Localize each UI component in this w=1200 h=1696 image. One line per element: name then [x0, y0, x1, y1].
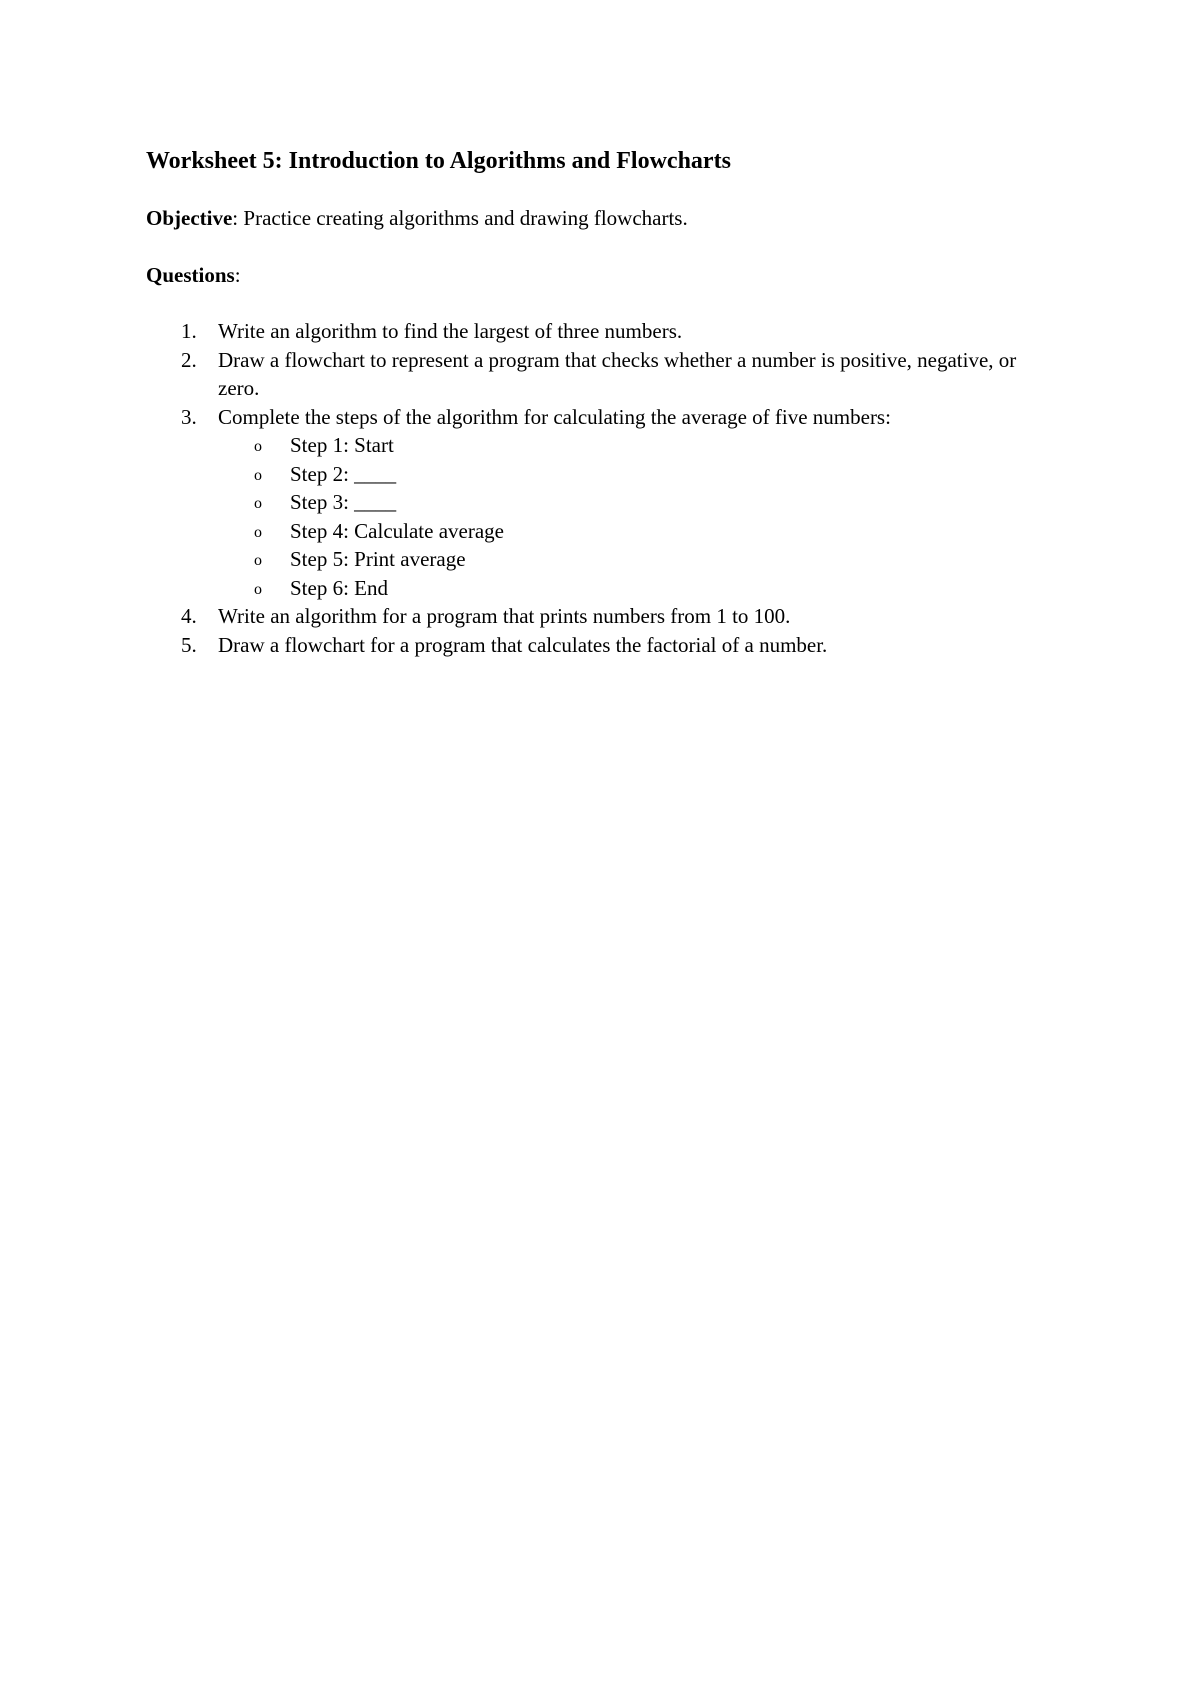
question-item-3 [146, 403, 1046, 603]
question-text: Write an algorithm for a program that prints numbers from 1 to 100. [218, 604, 791, 628]
step-item-4 [218, 517, 1046, 546]
step-item-3 [218, 488, 1046, 517]
circle-bullet-icon: o [254, 523, 262, 541]
questions-list [146, 317, 1046, 659]
algorithm-steps-list [218, 431, 1046, 602]
step-item-6 [218, 574, 1046, 603]
questions-separator: : [234, 263, 241, 287]
step-text: Step 3: ____ [290, 490, 397, 514]
step-item-5 [218, 545, 1046, 574]
question-item-5 [146, 631, 1046, 660]
question-number: 5. [181, 632, 197, 657]
question-number: 1. [181, 319, 197, 343]
question-item-2 [146, 346, 1046, 403]
circle-bullet-icon: o [254, 495, 262, 512]
objective-text: Practice creating algorithms and drawing flowcharts. [238, 206, 688, 230]
circle-bullet-icon: o [254, 466, 262, 484]
question-text: Write an algorithm to find the largest of three numbers. [218, 319, 683, 343]
question-number: 3. [181, 404, 197, 429]
step-item-2 [218, 460, 1046, 489]
circle-bullet-icon: o [254, 552, 262, 569]
step-text: Step 2: ____ [290, 461, 397, 486]
question-text: Draw a flowchart to represent a program that checks whether a number is positive, negative, or zero. [218, 347, 1017, 400]
step-item-1 [218, 431, 1046, 460]
step-text: Step 5: Print average [290, 547, 466, 571]
question-text: Draw a flowchart for a program that calculates the factorial of a number. [218, 632, 828, 657]
questions-heading [146, 261, 1046, 290]
question-number: 2. [181, 347, 197, 372]
document-content [146, 144, 1046, 659]
question-item-4 [146, 602, 1046, 631]
circle-bullet-icon: o [254, 438, 262, 455]
circle-bullet-icon: o [254, 580, 262, 598]
step-text: Step 6: End [290, 575, 388, 600]
step-text: Step 1: Start [290, 433, 394, 457]
questions-label: Questions [146, 263, 235, 287]
step-text: Step 4: Calculate average [290, 518, 504, 543]
question-item-1 [146, 317, 1046, 346]
objective-paragraph [146, 204, 1046, 233]
objective-label: Objective [146, 206, 233, 230]
objective-separator: : [232, 206, 239, 230]
worksheet-title: Worksheet 5: Introduction to Algorithms and Flowcharts [146, 148, 731, 174]
question-number: 4. [181, 604, 197, 628]
question-text: Complete the steps of the algorithm for calculating the average of five numbers: [218, 404, 891, 429]
